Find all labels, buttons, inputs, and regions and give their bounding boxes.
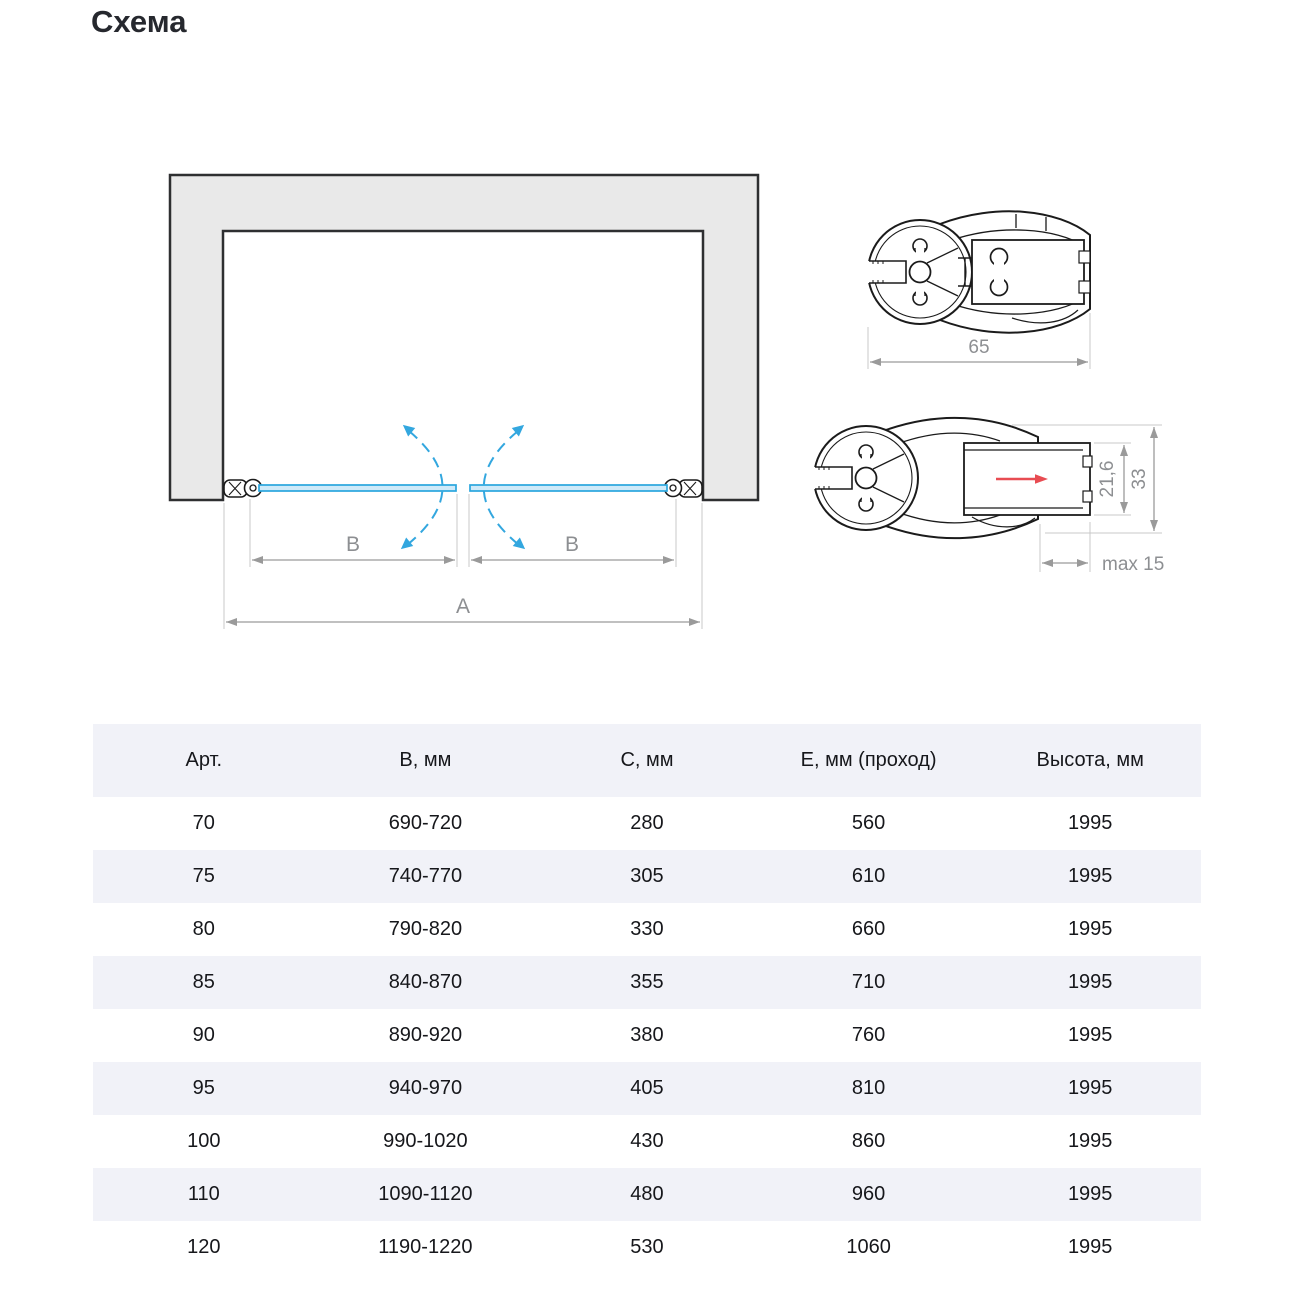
table-cell: 1995 [1067,1236,1113,1258]
table-cell: 110 [93,1168,315,1221]
column-header: Е, мм (проход) [758,724,980,797]
table-row [93,956,1201,1009]
size-table-header [93,724,1201,797]
dim-33-label: 33 [1129,468,1150,490]
swing-arrow-icon [397,538,413,554]
table-cell: 660 [851,918,886,940]
table-cell: 380 [630,1024,664,1046]
table-cell: 1995 [979,956,1201,1009]
table-cell: 890-920 [388,1024,463,1046]
table-cell: 430 [630,1130,664,1152]
profile-section-bottom [811,418,1164,575]
table-cell: 95 [93,1062,315,1115]
table-cell: 405 [536,1062,758,1115]
table-cell: 1995 [1067,1130,1113,1152]
table-cell: 80 [192,918,215,940]
table-cell: 1090-1120 [315,1168,537,1221]
table-cell: 990-1020 [383,1130,468,1152]
dim-a [226,595,700,626]
table-cell: 90 [192,1024,215,1046]
dim-21-6 [1094,443,1131,515]
header-row [93,724,1201,797]
wall-plan [170,175,758,500]
table-cell: 480 [536,1168,758,1221]
table-cell: 710 [758,956,980,1009]
dim-65-label: 65 [968,337,990,358]
dim-b-left-label: B [345,533,361,556]
column-header: С, мм [536,724,758,797]
table-cell: 280 [630,812,664,834]
table-cell: 840-870 [315,956,537,1009]
table-cell: 1995 [979,1168,1201,1221]
page-title: Схема [91,4,187,39]
table-row [93,850,1201,903]
dim-b-left [252,533,455,564]
table-row [93,1062,1201,1115]
table-row [93,1221,1201,1274]
table-cell: 85 [93,956,315,1009]
table-cell: 75 [93,850,315,903]
table-cell: 1995 [979,850,1201,903]
table-cell: 610 [758,850,980,903]
table-cell: 960 [758,1168,980,1221]
dim-max-15-label: max 15 [1102,554,1165,575]
table-cell: 330 [630,918,664,940]
column-header: Высота, мм [979,724,1201,797]
table-row [93,797,1201,850]
table-row [93,903,1201,956]
hinge-right [665,480,703,498]
size-table [93,724,1201,1274]
glass-door-left [259,485,456,491]
table-cell: 690-720 [388,812,463,834]
table-cell: 740-770 [315,850,537,903]
table-row [93,1009,1201,1062]
swing-arrow-icon [513,538,529,554]
table-cell: 790-820 [388,918,463,940]
table-cell: 1060 [846,1236,891,1258]
table-cell: 1995 [1067,1024,1113,1046]
table-cell: 1190-1220 [378,1236,473,1258]
table-cell: 100 [187,1130,221,1152]
table-cell: 560 [851,812,886,834]
table-cell: 70 [192,812,215,834]
profile-section-top [865,211,1090,369]
table-cell: 530 [630,1236,664,1258]
table-cell: 1995 [1067,918,1113,940]
table-cell: 355 [536,956,758,1009]
table-row [93,1168,1201,1221]
glass-door-right [470,485,667,491]
table-cell: 760 [851,1024,886,1046]
dim-b-right [471,533,674,564]
table-cell: 120 [187,1236,221,1258]
hinge-left [224,480,262,498]
table-cell: 860 [851,1130,886,1152]
dim-max-15 [1040,522,1164,575]
dim-21-6-label: 21,6 [1097,460,1118,498]
column-header: В, мм [315,724,537,797]
dim-b-right-label: B [564,533,580,556]
table-cell: 1995 [979,1062,1201,1115]
dim-a-label: A [455,595,471,618]
table-cell: 940-970 [315,1062,537,1115]
table-cell: 1995 [1067,812,1113,834]
table-row [93,1115,1201,1168]
table-cell: 810 [758,1062,980,1115]
column-header: Арт. [93,724,315,797]
table-cell: 305 [536,850,758,903]
